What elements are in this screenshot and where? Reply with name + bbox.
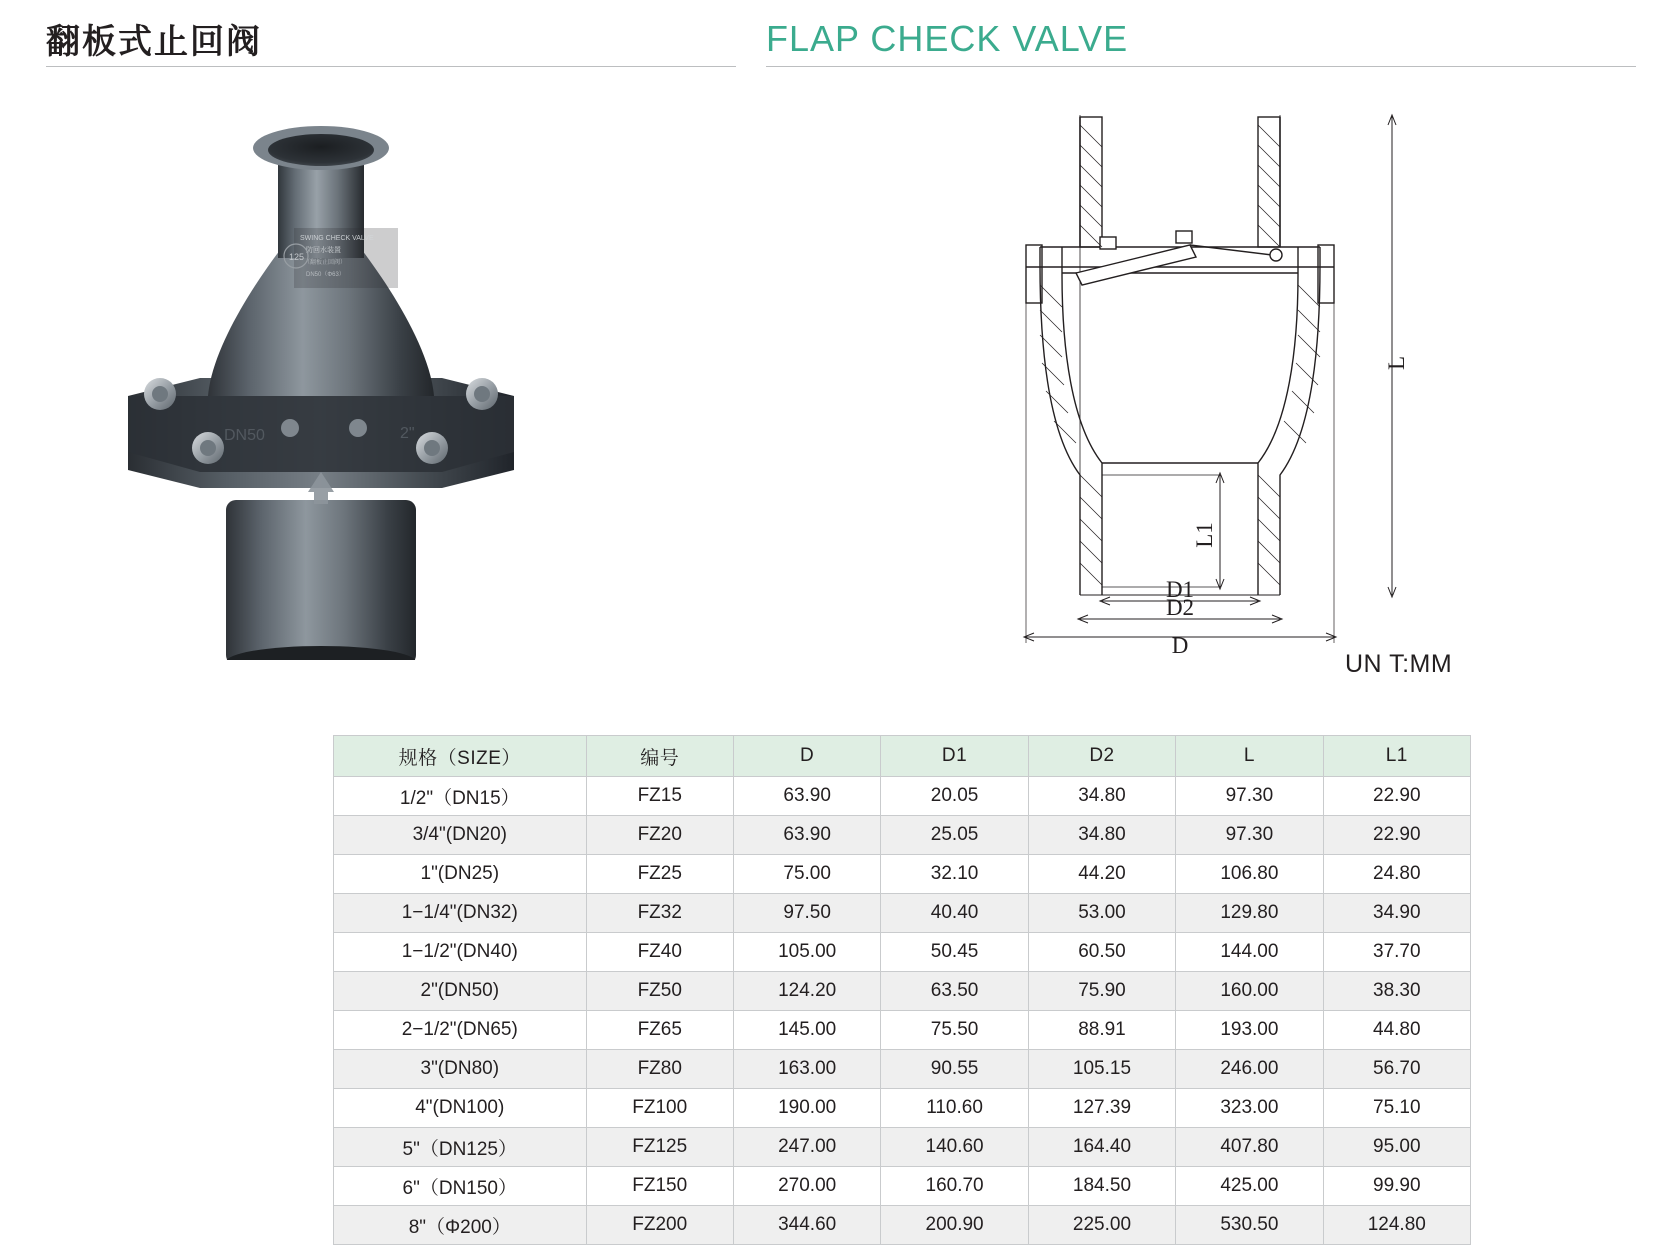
cell-code: FZ80 <box>586 1050 733 1089</box>
table-row <box>334 894 1471 933</box>
cell-size: 1−1/2"(DN40) <box>334 933 587 972</box>
column-header-d2: D2 <box>1028 736 1175 777</box>
cell-code: FZ65 <box>586 1011 733 1050</box>
cell-d2: 225.00 <box>1028 1206 1175 1245</box>
cell-size: 3"(DN80) <box>334 1050 587 1089</box>
cell-size: 4"(DN100) <box>334 1089 587 1128</box>
cell-l: 129.80 <box>1176 894 1323 933</box>
cell-size: 6"（DN150） <box>334 1167 587 1206</box>
cell-d: 63.90 <box>733 777 880 816</box>
cell-l1: 24.80 <box>1323 855 1470 894</box>
cell-l: 193.00 <box>1176 1011 1323 1050</box>
cell-d1: 90.55 <box>881 1050 1028 1089</box>
table-row <box>334 1011 1471 1050</box>
cell-l1: 75.10 <box>1323 1089 1470 1128</box>
column-header-l1: L1 <box>1323 736 1470 777</box>
cell-code: FZ15 <box>586 777 733 816</box>
valve-section-drawing <box>980 95 1450 655</box>
cell-d1: 25.05 <box>881 816 1028 855</box>
cell-l: 144.00 <box>1176 933 1323 972</box>
dimension-label-D2: D2 <box>1165 595 1195 620</box>
cell-d: 75.00 <box>733 855 880 894</box>
cell-d: 97.50 <box>733 894 880 933</box>
cell-d1: 160.70 <box>881 1167 1028 1206</box>
table-row <box>334 816 1471 855</box>
cell-l1: 37.70 <box>1323 933 1470 972</box>
cell-d2: 184.50 <box>1028 1167 1175 1206</box>
page-title-english: FLAP CHECK VALVE <box>766 18 1129 59</box>
cell-l1: 38.30 <box>1323 972 1470 1011</box>
page-header <box>0 0 1674 80</box>
cell-d1: 32.10 <box>881 855 1028 894</box>
cell-code: FZ100 <box>586 1089 733 1128</box>
cell-l: 407.80 <box>1176 1128 1323 1167</box>
cell-l: 97.30 <box>1176 816 1323 855</box>
cell-d: 344.60 <box>733 1206 880 1245</box>
svg-text:DN50（Φ63）: DN50（Φ63） <box>306 272 345 278</box>
table-row <box>334 933 1471 972</box>
column-header-d1: D1 <box>881 736 1028 777</box>
cell-l: 530.50 <box>1176 1206 1323 1245</box>
cell-d2: 34.80 <box>1028 777 1175 816</box>
table-row <box>334 777 1471 816</box>
table-row <box>334 1128 1471 1167</box>
cell-size: 1/2"（DN15） <box>334 777 587 816</box>
svg-text:125: 125 <box>289 252 305 262</box>
cell-size: 8"（Φ200） <box>334 1206 587 1245</box>
svg-text:DN50: DN50 <box>224 427 265 444</box>
cell-code: FZ40 <box>586 933 733 972</box>
cell-d: 190.00 <box>733 1089 880 1128</box>
cell-l1: 99.90 <box>1323 1167 1470 1206</box>
svg-text:防回水装置: 防回水装置 <box>306 247 341 254</box>
cell-l1: 95.00 <box>1323 1128 1470 1167</box>
technical-drawing <box>980 95 1450 655</box>
cell-d2: 164.40 <box>1028 1128 1175 1167</box>
column-header-code: 编号 <box>586 736 733 777</box>
cell-d2: 60.50 <box>1028 933 1175 972</box>
svg-text:SWING CHECK VALVE: SWING CHECK VALVE <box>300 235 374 242</box>
cell-l1: 56.70 <box>1323 1050 1470 1089</box>
cell-l1: 124.80 <box>1323 1206 1470 1245</box>
column-header-d: D <box>733 736 880 777</box>
column-header-l: L <box>1176 736 1323 777</box>
cell-l1: 22.90 <box>1323 777 1470 816</box>
cell-code: FZ20 <box>586 816 733 855</box>
dimension-label-D: D <box>1171 633 1189 655</box>
unit-note: UN T:MM <box>1345 650 1453 678</box>
table-row <box>334 1050 1471 1089</box>
table-row <box>334 1167 1471 1206</box>
cell-code: FZ50 <box>586 972 733 1011</box>
cell-d2: 105.15 <box>1028 1050 1175 1089</box>
table-row <box>334 1089 1471 1128</box>
cell-code: FZ25 <box>586 855 733 894</box>
cell-size: 1"(DN25) <box>334 855 587 894</box>
cell-d1: 200.90 <box>881 1206 1028 1245</box>
svg-text:（翻板止回阀）: （翻板止回阀） <box>304 260 347 266</box>
header-divider-right <box>766 66 1636 67</box>
cell-size: 5"（DN125） <box>334 1128 587 1167</box>
page-title-chinese: 翻板式止回阀 <box>46 23 262 61</box>
cell-d: 105.00 <box>733 933 880 972</box>
cell-d1: 40.40 <box>881 894 1028 933</box>
cell-d1: 50.45 <box>881 933 1028 972</box>
cell-l: 97.30 <box>1176 777 1323 816</box>
cell-d: 247.00 <box>733 1128 880 1167</box>
cell-d: 124.20 <box>733 972 880 1011</box>
spec-table <box>333 735 1471 1245</box>
cell-d2: 75.90 <box>1028 972 1175 1011</box>
cell-size: 2"(DN50) <box>334 972 587 1011</box>
cell-d2: 53.00 <box>1028 894 1175 933</box>
cell-size: 2−1/2"(DN65) <box>334 1011 587 1050</box>
table-row <box>334 972 1471 1011</box>
cell-l1: 34.90 <box>1323 894 1470 933</box>
cell-size: 1−1/4"(DN32) <box>334 894 587 933</box>
svg-text:2": 2" <box>400 425 415 442</box>
cell-d2: 34.80 <box>1028 816 1175 855</box>
header-divider-left <box>46 66 736 67</box>
cell-code: FZ125 <box>586 1128 733 1167</box>
cell-d1: 140.60 <box>881 1128 1028 1167</box>
cell-code: FZ150 <box>586 1167 733 1206</box>
dimension-label-D1: D1 <box>1165 577 1195 602</box>
product-photo <box>100 100 640 660</box>
dimension-label-L: L <box>1384 355 1409 371</box>
cell-l: 323.00 <box>1176 1089 1323 1128</box>
dimension-label-L1: L1 <box>1192 522 1217 548</box>
cell-d1: 20.05 <box>881 777 1028 816</box>
cell-d1: 110.60 <box>881 1089 1028 1128</box>
cell-d2: 127.39 <box>1028 1089 1175 1128</box>
cell-code: FZ200 <box>586 1206 733 1245</box>
column-header-size: 规格（SIZE） <box>334 736 587 777</box>
cell-l: 106.80 <box>1176 855 1323 894</box>
cell-d1: 63.50 <box>881 972 1028 1011</box>
cell-l1: 22.90 <box>1323 816 1470 855</box>
valve-photo-illustration <box>100 100 640 660</box>
cell-d2: 88.91 <box>1028 1011 1175 1050</box>
spec-table-container <box>333 735 1471 1245</box>
cell-size: 3/4"(DN20) <box>334 816 587 855</box>
table-row <box>334 1206 1471 1245</box>
cell-d: 270.00 <box>733 1167 880 1206</box>
table-header-row <box>334 736 1471 777</box>
cell-d2: 44.20 <box>1028 855 1175 894</box>
cell-d1: 75.50 <box>881 1011 1028 1050</box>
cell-l1: 44.80 <box>1323 1011 1470 1050</box>
cell-d: 145.00 <box>733 1011 880 1050</box>
cell-d: 163.00 <box>733 1050 880 1089</box>
table-row <box>334 855 1471 894</box>
cell-l: 425.00 <box>1176 1167 1323 1206</box>
cell-d: 63.90 <box>733 816 880 855</box>
cell-l: 246.00 <box>1176 1050 1323 1089</box>
cell-code: FZ32 <box>586 894 733 933</box>
cell-l: 160.00 <box>1176 972 1323 1011</box>
